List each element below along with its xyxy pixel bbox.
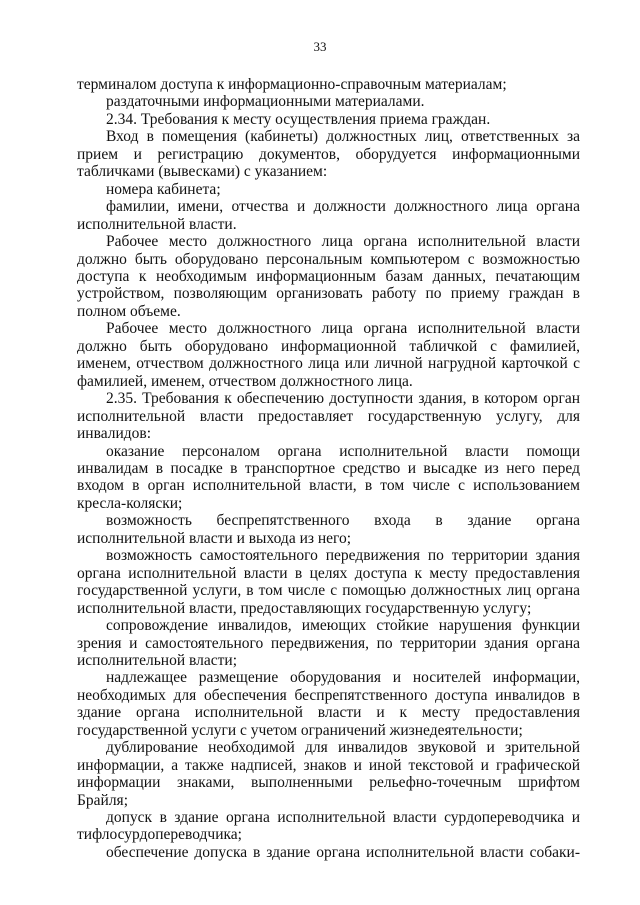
paragraph: Вход в помещения (кабинеты) должностных лиц, ответственных за прием и регистрацию документов, оборудуется информационными табличками (вывесками) с указанием: [77, 128, 580, 181]
paragraph: 2.35. Требования к обеспечению доступности здания, в котором орган исполнительной власти предоставляет государственную услугу, для инвалидов: [77, 390, 580, 443]
paragraph: терминалом доступа к информационно-справочным материалам; [77, 76, 507, 93]
paragraph: дублирование необходимой для инвалидов звуковой и зрительной информации, а также надписей, знаков и иной текстовой и графической информации знаками, выполненными рельефно-точечным шрифтом Брайля; [77, 739, 580, 809]
body-text [77, 76, 580, 861]
paragraph: фамилии, имени, отчества и должности должностного лица органа исполнительной власти. [77, 198, 580, 233]
page-number: 33 [313, 39, 327, 54]
paragraph: Рабочее место должностного лица органа исполнительной власти должно быть оборудовано персональным компьютером с возможностью доступа к необходимым информационным базам данных, печатающим устройством, позволяющим организовать работу по приему граждан в полном объеме. [77, 233, 580, 320]
paragraph: номера кабинета; [106, 180, 221, 198]
paragraph: 2.34. Требования к месту осуществления приема граждан. [106, 110, 491, 128]
paragraph: Рабочее место должностного лица органа исполнительной власти должно быть оборудовано информационной табличкой с фамилией, именем, отчеством должностного лица или личной нагрудной карточкой с фамилией, именем, отчеством должностного лица. [77, 320, 580, 390]
paragraph: возможность самостоятельного передвижения по территории здания органа исполнительной власти в целях доступа к месту предоставления государственной услуги, в том числе с помощью должностных лиц органа исполнительной власти, предоставляющих государственную услугу; [77, 547, 580, 617]
paragraph: оказание персоналом органа исполнительной власти помощи инвалидам в посадке в транспортное средство и высадке из него перед входом в орган исполнительной власти, в том числе с использованием кресла-коляски; [77, 442, 580, 512]
paragraph: надлежащее размещение оборудования и носителей информации, необходимых для обеспечения беспрепятственного доступа инвалидов в здание органа исполнительной власти и к месту предоставления государственной услуги с учетом ограничений жизнедеятельности; [77, 669, 580, 739]
paragraph: раздаточными информационными материалами. [106, 93, 425, 111]
paragraph: сопровождение инвалидов, имеющих стойкие нарушения функции зрения и самостоятельного передвижения, по территории здания органа исполнительной власти; [77, 617, 580, 669]
paragraph: допуск в здание органа исполнительной власти сурдопереводчика и тифлосурдопереводчика; [77, 809, 580, 844]
paragraph: обеспечение допуска в здание органа исполнительной власти собаки- [106, 843, 580, 861]
paragraph: возможность беспрепятственного входа в здание органа исполнительной власти и выхода из него; [77, 512, 580, 547]
